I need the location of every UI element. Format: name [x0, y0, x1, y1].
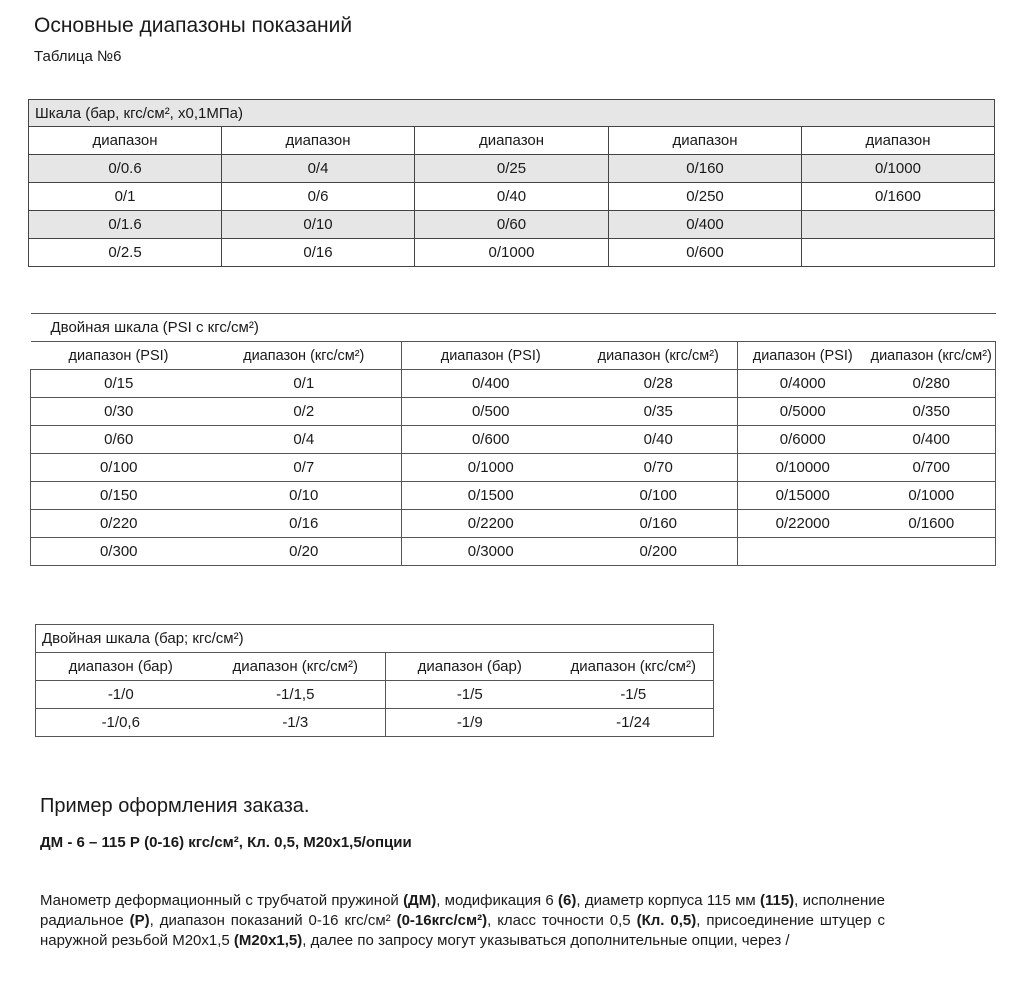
- table-caption: Двойная шкала (PSI с кгс/см²): [31, 314, 996, 342]
- table-cell: 0/1000: [868, 482, 996, 510]
- table-cell: 0/600: [609, 239, 802, 267]
- column-header: диапазон (бар): [36, 653, 206, 681]
- table-cell: 0/700: [868, 454, 996, 482]
- table-cell: 0/6: [222, 183, 415, 211]
- table-cell: -1/5: [386, 681, 554, 709]
- table-cell: 0/5000: [738, 398, 868, 426]
- table-caption: Шкала (бар, кгс/см², x0,1МПа): [29, 100, 995, 127]
- table-cell: -1/3: [206, 709, 386, 737]
- table-cell: 0/16: [207, 510, 402, 538]
- table-cell: 0/2.5: [29, 239, 222, 267]
- table-cell: -1/0: [36, 681, 206, 709]
- table-cell: 0/1: [207, 370, 402, 398]
- table-cell: 0/40: [580, 426, 738, 454]
- table-cell: 0/20: [207, 538, 402, 566]
- table-row: [31, 398, 996, 426]
- table-row: [31, 538, 996, 566]
- table-cell: 0/6000: [738, 426, 868, 454]
- page-title: Основные диапазоны показаний: [34, 14, 353, 37]
- table-cell: 0/2: [207, 398, 402, 426]
- psi-dual-scale-table: [30, 313, 996, 566]
- table-cell: 0/300: [31, 538, 207, 566]
- table-row: [31, 482, 996, 510]
- table-cell: 0/600: [402, 426, 580, 454]
- table-cell: 0/30: [31, 398, 207, 426]
- table-cell: 0/28: [580, 370, 738, 398]
- table-row: [29, 183, 995, 211]
- column-header: диапазон (PSI): [402, 342, 580, 370]
- table-cell: 0/100: [580, 482, 738, 510]
- column-header: диапазон (PSI): [31, 342, 207, 370]
- table-cell: -1/5: [554, 681, 714, 709]
- table-cell: 0/250: [609, 183, 802, 211]
- table-row: [36, 709, 714, 737]
- table-cell: 0/15000: [738, 482, 868, 510]
- table-cell: 0/400: [868, 426, 996, 454]
- table-caption: Двойная шкала (бар; кгс/см²): [36, 625, 714, 653]
- table-cell: 0/22000: [738, 510, 868, 538]
- table-cell: 0/1000: [415, 239, 609, 267]
- table-cell: 0/10: [207, 482, 402, 510]
- table-cell: 0/60: [31, 426, 207, 454]
- table-row: [36, 681, 714, 709]
- table-cell: 0/400: [402, 370, 580, 398]
- table-cell: 0/7: [207, 454, 402, 482]
- table-cell: 0/1500: [402, 482, 580, 510]
- table-row: [29, 155, 995, 183]
- table-row: [29, 211, 995, 239]
- table-cell: 0/280: [868, 370, 996, 398]
- table-cell: 0/1.6: [29, 211, 222, 239]
- order-description: Манометр деформационный с трубчатой пружиной (ДМ), модификация 6 (6), диаметр корпуса 115 мм (115), исполнение радиальное (Р), диапазон показаний 0-16 кгс/см² (0-16кгс/см²), класс точности 0,5 (Кл. 0,5), присоединение штуцер с наружной резьбой М20х1,5 (М20х1,5), далее по запросу могут указываться дополнительные опции, через /: [40, 892, 885, 949]
- column-header: диапазон (кгс/см²): [207, 342, 402, 370]
- table-cell: 0/4000: [738, 370, 868, 398]
- column-header: диапазон (бар): [386, 653, 554, 681]
- table-cell: -1/9: [386, 709, 554, 737]
- table-cell: [738, 538, 868, 566]
- column-header: диапазон: [29, 127, 222, 155]
- table-cell: 0/350: [868, 398, 996, 426]
- scale-table: [28, 99, 995, 267]
- table-cell: 0/35: [580, 398, 738, 426]
- table-cell: [802, 211, 995, 239]
- column-header: диапазон (кгс/см²): [580, 342, 738, 370]
- column-header: диапазон (кгс/см²): [554, 653, 714, 681]
- table-cell: 0/25: [415, 155, 609, 183]
- table-cell: 0/1600: [802, 183, 995, 211]
- table-row: [31, 510, 996, 538]
- table-cell: 0/70: [580, 454, 738, 482]
- table-cell: 0/60: [415, 211, 609, 239]
- table-cell: 0/400: [609, 211, 802, 239]
- table-cell: 0/10000: [738, 454, 868, 482]
- table-cell: 0/1000: [402, 454, 580, 482]
- table-cell: 0/160: [580, 510, 738, 538]
- table-cell: 0/150: [31, 482, 207, 510]
- table-cell: 0/220: [31, 510, 207, 538]
- table-cell: [868, 538, 996, 566]
- table-cell: 0/1000: [802, 155, 995, 183]
- table-cell: 0/10: [222, 211, 415, 239]
- table-cell: -1/1,5: [206, 681, 386, 709]
- table-row: [31, 426, 996, 454]
- table-row: [31, 454, 996, 482]
- column-header: диапазон: [802, 127, 995, 155]
- table-cell: 0/2200: [402, 510, 580, 538]
- column-header: диапазон: [415, 127, 609, 155]
- table-cell: 0/40: [415, 183, 609, 211]
- table-cell: [802, 239, 995, 267]
- table-cell: 0/1600: [868, 510, 996, 538]
- column-header: диапазон (PSI): [738, 342, 868, 370]
- table-cell: 0/15: [31, 370, 207, 398]
- table-cell: 0/160: [609, 155, 802, 183]
- table-cell: 0/3000: [402, 538, 580, 566]
- table-cell: 0/100: [31, 454, 207, 482]
- table-cell: 0/4: [222, 155, 415, 183]
- table-cell: 0/0.6: [29, 155, 222, 183]
- table-cell: 0/500: [402, 398, 580, 426]
- column-header: диапазон (кгс/см²): [868, 342, 996, 370]
- table-row: [31, 370, 996, 398]
- column-header: диапазон (кгс/см²): [206, 653, 386, 681]
- column-header: диапазон: [609, 127, 802, 155]
- order-code: ДМ - 6 – 115 Р (0-16) кгс/см², Кл. 0,5, М20х1,5/опции: [40, 834, 412, 851]
- table-cell: -1/24: [554, 709, 714, 737]
- table-cell: 0/200: [580, 538, 738, 566]
- order-example-title: Пример оформления заказа.: [40, 795, 310, 817]
- table-cell: -1/0,6: [36, 709, 206, 737]
- table-row: [29, 239, 995, 267]
- table-cell: 0/4: [207, 426, 402, 454]
- table-cell: 0/16: [222, 239, 415, 267]
- table-number: Таблица №6: [34, 48, 122, 65]
- column-header: диапазон: [222, 127, 415, 155]
- bar-dual-scale-table: [35, 624, 714, 737]
- table-cell: 0/1: [29, 183, 222, 211]
